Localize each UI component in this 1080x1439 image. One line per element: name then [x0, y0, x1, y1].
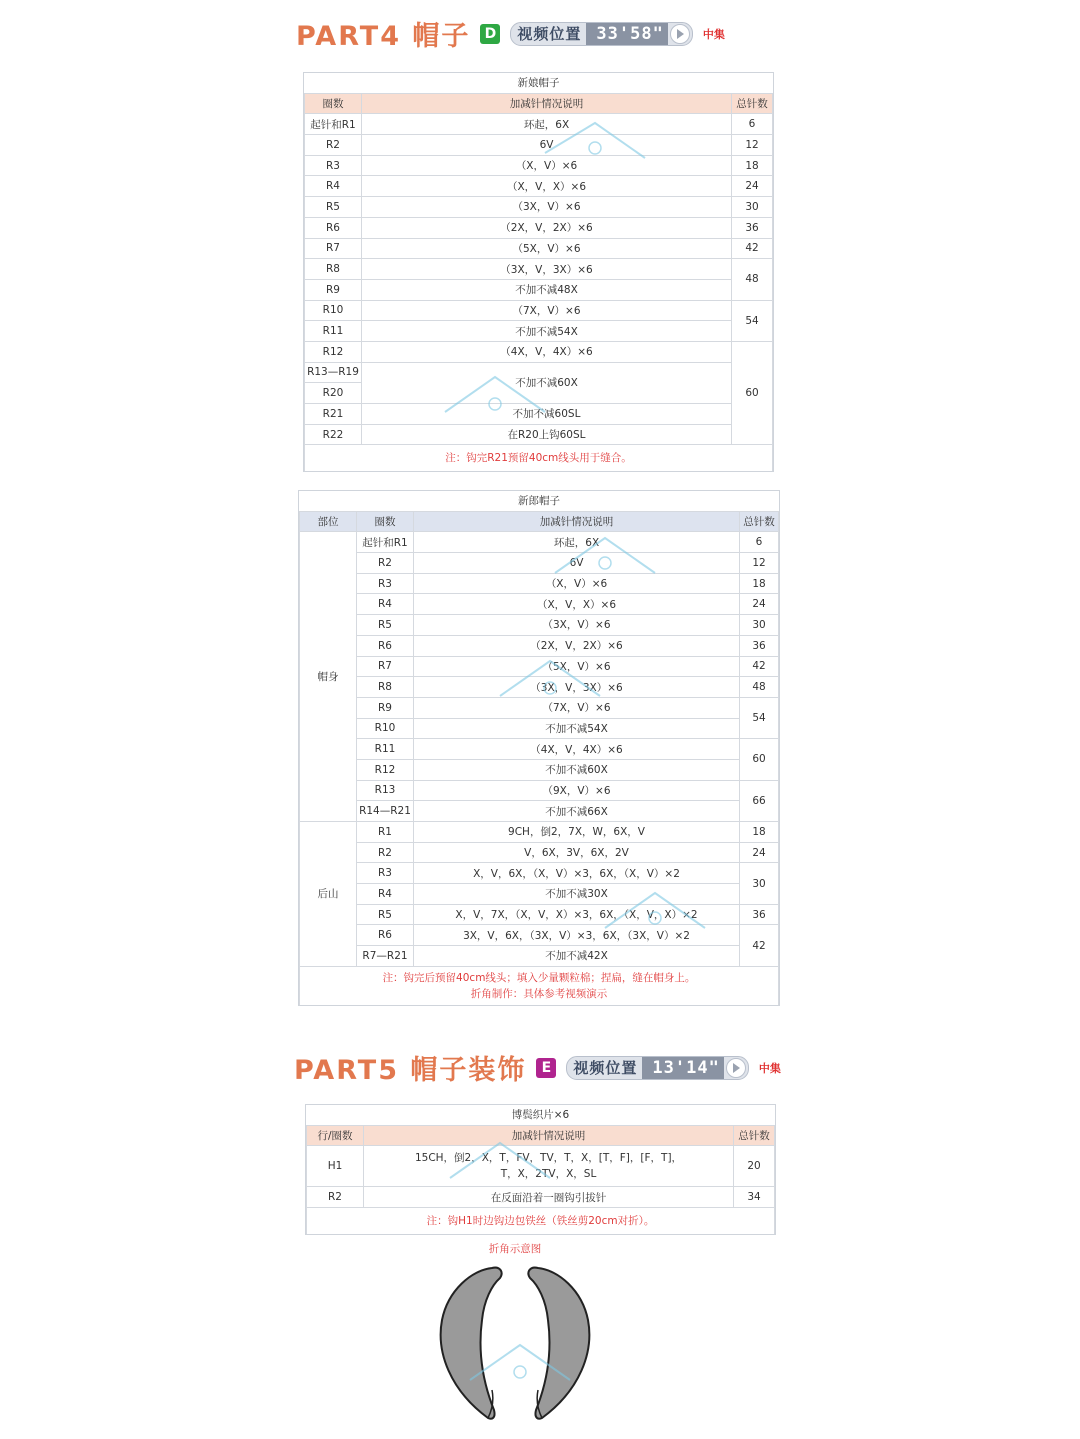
table-row: [305, 238, 773, 259]
round-cell: R1: [357, 822, 414, 843]
table-row: [300, 759, 779, 780]
table-row: [307, 1187, 775, 1208]
section-back-label: 后山: [300, 822, 357, 967]
round-cell: R2: [307, 1187, 364, 1208]
round-cell: R20: [305, 383, 362, 404]
desc-cell: 在R20上钩60SL: [362, 424, 732, 445]
table2-caption: 新郎帽子: [300, 491, 779, 511]
round-cell: R4: [357, 594, 414, 615]
round-cell: R9: [305, 279, 362, 300]
desc-cell: （7X，V）×6: [414, 697, 740, 718]
table2-header-total: 总针数: [740, 511, 779, 532]
table-row: [300, 718, 779, 739]
round-cell: R5: [357, 904, 414, 925]
fold-diagram: [430, 1260, 600, 1430]
table-row: [305, 321, 773, 342]
table2-note-line2: 折角制作：具体参考视频演示: [470, 987, 608, 1000]
desc-cell: （3X，V，3X）×6: [362, 259, 732, 280]
desc-cell: （7X，V）×6: [362, 300, 732, 321]
table1-header-round: 圈数: [305, 93, 362, 114]
desc-cell: 不加不减60SL: [362, 404, 732, 425]
table-row: [305, 279, 773, 300]
round-cell: R3: [357, 863, 414, 884]
table-row: [300, 822, 779, 843]
table-row: [305, 404, 773, 425]
table-row: [300, 697, 779, 718]
part4-video-position: [510, 22, 692, 46]
round-cell: R6: [305, 217, 362, 238]
table-row: [305, 341, 773, 362]
table-row: [300, 553, 779, 574]
round-cell: R4: [305, 176, 362, 197]
table-row: [300, 615, 779, 636]
desc-cell: V，6X，3V，6X，2V: [414, 842, 740, 863]
round-cell: R14—R21: [357, 801, 414, 822]
table2-header-desc: 加减针情况说明: [414, 511, 740, 532]
round-cell: R10: [357, 718, 414, 739]
round-cell: R22: [305, 424, 362, 445]
table-row: [300, 573, 779, 594]
desc-cell: 6V: [362, 135, 732, 156]
part5-title: PART5 帽子装饰: [294, 1055, 527, 1086]
round-cell: R3: [357, 573, 414, 594]
desc-cell: （5X，V）×6: [362, 238, 732, 259]
total-cell: 36: [740, 904, 779, 925]
table-row: [305, 176, 773, 197]
table-row: [300, 656, 779, 677]
table-row: [305, 135, 773, 156]
round-cell: R7: [305, 238, 362, 259]
part5-header: [294, 1048, 781, 1087]
desc-cell: （9X，V）×6: [414, 780, 740, 801]
round-cell: 起针和R1: [305, 114, 362, 135]
round-cell: R7—R21: [357, 946, 414, 967]
desc-cell: X，V，7X，（X，V，X）×3，6X，（X，V，X）×2: [414, 904, 740, 925]
desc-cell: 不加不减30X: [414, 884, 740, 905]
desc-cell: 6V: [414, 553, 740, 574]
part4-episode: 中集: [702, 27, 725, 41]
table-row: [300, 594, 779, 615]
desc-cell: （2X，V，2X）×6: [414, 635, 740, 656]
part5-episode: 中集: [758, 1061, 781, 1075]
play-icon: [726, 1058, 746, 1078]
desc-cell: （3X，V）×6: [414, 615, 740, 636]
table-row: [305, 197, 773, 218]
table-row: [300, 904, 779, 925]
table-row: [305, 114, 773, 135]
total-cell: 20: [734, 1146, 775, 1187]
table-row: [300, 635, 779, 656]
total-cell: 54: [740, 697, 779, 738]
part5-video-position: [566, 1056, 748, 1080]
total-cell: 48: [732, 259, 773, 300]
table-row: [300, 842, 779, 863]
table1-note: 注：钩完R21预留40cm线头用于缝合。: [305, 445, 773, 471]
table-row: [305, 300, 773, 321]
desc-cell: 不加不减60X: [414, 759, 740, 780]
table-row: [305, 259, 773, 280]
groom-hat-table: [298, 490, 780, 1006]
round-cell: R6: [357, 925, 414, 946]
total-cell: 30: [732, 197, 773, 218]
total-cell: 60: [740, 739, 779, 780]
total-cell: 36: [732, 217, 773, 238]
table-row: [300, 925, 779, 946]
desc-cell: 环起，6X: [362, 114, 732, 135]
table-row: [305, 362, 773, 383]
total-cell: 24: [740, 842, 779, 863]
round-cell: R11: [305, 321, 362, 342]
desc-cell: 在反面沿着一圈钩引拔针: [364, 1187, 734, 1208]
table3-header-total: 总针数: [734, 1125, 775, 1146]
video-label: 视频位置: [573, 1059, 638, 1077]
diagram-title: 折角示意图: [488, 1243, 542, 1255]
desc-cell: 环起，6X: [414, 532, 740, 553]
total-cell: 12: [732, 135, 773, 156]
table-row: [305, 155, 773, 176]
round-cell: R8: [305, 259, 362, 280]
table2-header-part: 部位: [300, 511, 357, 532]
total-cell: 48: [740, 677, 779, 698]
total-cell: 12: [740, 553, 779, 574]
table1-header-total: 总针数: [732, 93, 773, 114]
round-cell: R6: [357, 635, 414, 656]
round-cell: R13: [357, 780, 414, 801]
total-cell: 24: [740, 594, 779, 615]
table-row: [300, 863, 779, 884]
section-body-label: 帽身: [300, 532, 357, 822]
table-row: [300, 739, 779, 760]
round-cell: R2: [357, 553, 414, 574]
decoration-table: [305, 1104, 776, 1235]
round-cell: R21: [305, 404, 362, 425]
table3-header-round: 行/圈数: [307, 1125, 364, 1146]
total-cell: 60: [732, 341, 773, 444]
total-cell: 30: [740, 615, 779, 636]
total-cell: 42: [732, 238, 773, 259]
desc-cell: 不加不减54X: [414, 718, 740, 739]
table-row: [305, 217, 773, 238]
desc-cell: （4X，V，4X）×6: [362, 341, 732, 362]
round-cell: R4: [357, 884, 414, 905]
desc-cell: 9CH，倒2，7X，W，6X，V: [414, 822, 740, 843]
desc-cell: 不加不减48X: [362, 279, 732, 300]
part4-title: PART4 帽子: [296, 21, 471, 52]
desc-cell: 不加不减66X: [414, 801, 740, 822]
round-cell: R3: [305, 155, 362, 176]
total-cell: 18: [732, 155, 773, 176]
table-row: [307, 1146, 775, 1187]
table3-header-desc: 加减针情况说明: [364, 1125, 734, 1146]
desc-cell: 不加不减60X: [362, 362, 732, 403]
desc-cell: 3X，V，6X，（3X，V）×3，6X，（3X，V）×2: [414, 925, 740, 946]
table1-caption: 新娘帽子: [305, 73, 773, 93]
round-cell: R13—R19: [305, 362, 362, 383]
total-cell: 18: [740, 573, 779, 594]
desc-line: T，X，2TV，X，SL: [500, 1168, 597, 1181]
play-icon: [670, 24, 690, 44]
desc-cell: 不加不减42X: [414, 946, 740, 967]
bride-hat-table: [303, 72, 774, 472]
desc-cell: （2X，V，2X）×6: [362, 217, 732, 238]
table1-header-desc: 加减针情况说明: [362, 93, 732, 114]
round-cell: R10: [305, 300, 362, 321]
total-cell: 42: [740, 656, 779, 677]
desc-cell: （X，V，X）×6: [414, 594, 740, 615]
video-time: 13'14": [642, 1057, 723, 1079]
round-cell: R5: [305, 197, 362, 218]
desc-cell: （X，V，X）×6: [362, 176, 732, 197]
table-row: [300, 801, 779, 822]
table2-note-line1: 注：钩完后预留40cm线头；填入少量颗粒棉；捏扁，缝在帽身上。: [382, 971, 696, 984]
round-cell: H1: [307, 1146, 364, 1187]
total-cell: 18: [740, 822, 779, 843]
total-cell: 6: [740, 532, 779, 553]
part4-header: [296, 14, 725, 53]
total-cell: 54: [732, 300, 773, 341]
desc-cell: （X，V）×6: [414, 573, 740, 594]
table-row: [305, 424, 773, 445]
desc-cell: （4X，V，4X）×6: [414, 739, 740, 760]
part5-badge: E: [536, 1058, 556, 1078]
desc-cell: 不加不减54X: [362, 321, 732, 342]
table2-header-round: 圈数: [357, 511, 414, 532]
desc-cell: X，V，6X，（X，V）×3，6X，（X，V）×2: [414, 863, 740, 884]
round-cell: R9: [357, 697, 414, 718]
table-row: [300, 884, 779, 905]
round-cell: R12: [357, 759, 414, 780]
table-row: [300, 946, 779, 967]
table3-note: 注：钩H1时边钩边包铁丝（铁丝剪20cm对折）。: [307, 1208, 775, 1234]
table-row: [300, 780, 779, 801]
total-cell: 66: [740, 780, 779, 821]
round-cell: R8: [357, 677, 414, 698]
table-row: [300, 677, 779, 698]
total-cell: 42: [740, 925, 779, 966]
table3-caption: 博鬓织片×6: [307, 1105, 775, 1125]
round-cell: R7: [357, 656, 414, 677]
round-cell: R2: [357, 842, 414, 863]
total-cell: 36: [740, 635, 779, 656]
part4-badge: D: [480, 24, 500, 44]
round-cell: R11: [357, 739, 414, 760]
total-cell: 24: [732, 176, 773, 197]
desc-cell: （5X，V）×6: [414, 656, 740, 677]
total-cell: 6: [732, 114, 773, 135]
desc-cell: （3X，V）×6: [362, 197, 732, 218]
round-cell: R2: [305, 135, 362, 156]
total-cell: 34: [734, 1187, 775, 1208]
desc-line: 15CH，倒2，X，T，FV，TV，T，X，[T，F]，[F，T]，: [414, 1152, 683, 1165]
video-time: 33'58": [586, 23, 667, 45]
round-cell: R12: [305, 341, 362, 362]
round-cell: R5: [357, 615, 414, 636]
video-label: 视频位置: [517, 25, 582, 43]
desc-cell: （X，V）×6: [362, 155, 732, 176]
total-cell: 30: [740, 863, 779, 904]
desc-cell: （3X，V，3X）×6: [414, 677, 740, 698]
table-row: [300, 532, 779, 553]
round-cell: 起针和R1: [357, 532, 414, 553]
desc-cell: [364, 1146, 734, 1187]
table2-note: [300, 966, 779, 1005]
